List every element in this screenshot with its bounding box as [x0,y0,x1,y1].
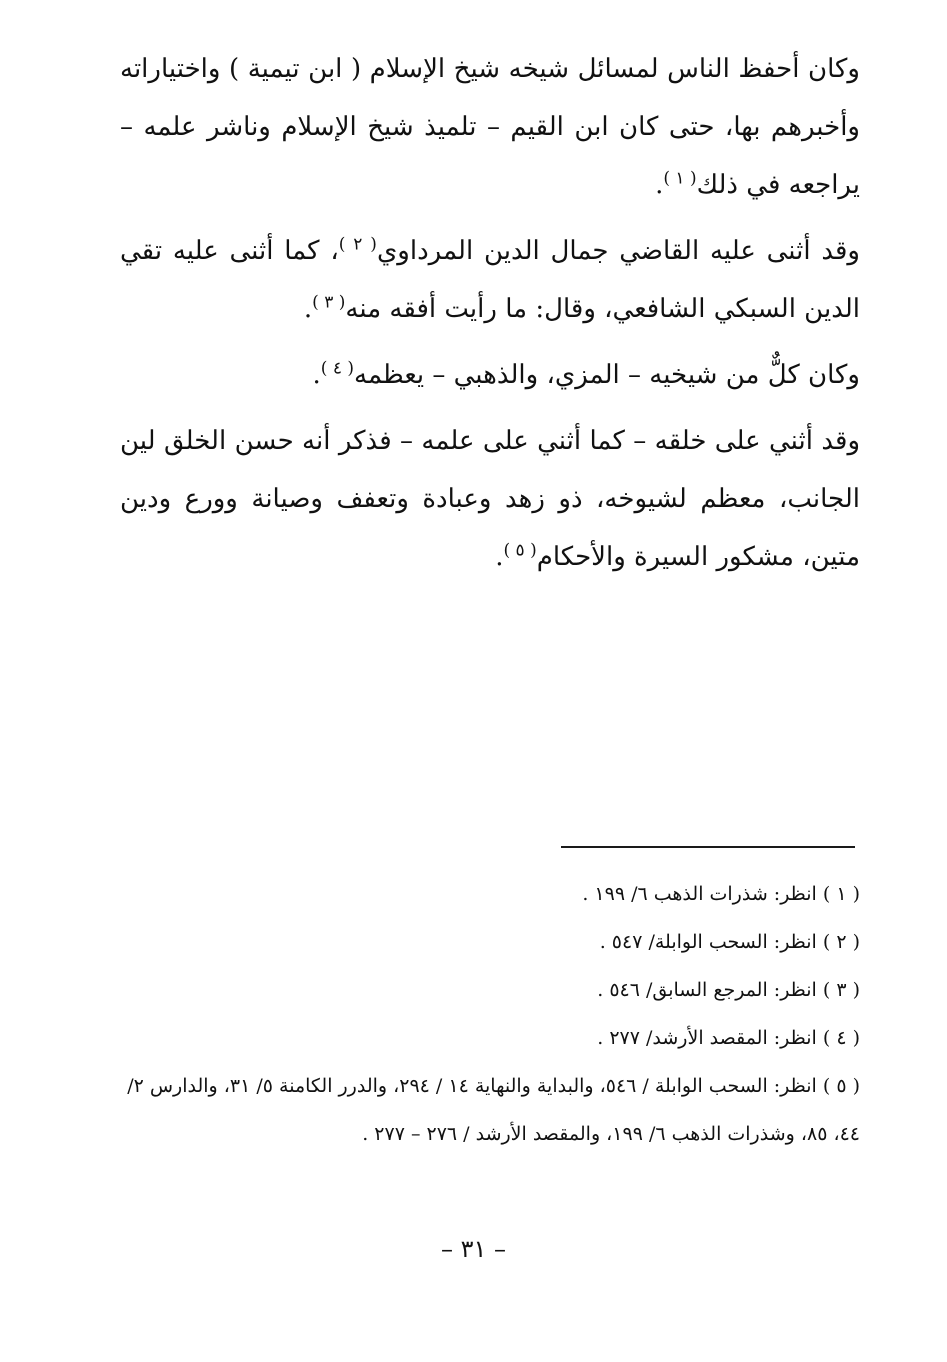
paragraph-end: . [303,294,313,324]
paragraph-text-middle: ، كما أثنى عليه تقي الدين السبكي الشافعي، وقال: ما رأيت أفقه منه [120,236,860,324]
footnote-1: ( ١ ) انظر: شذرات الذهب ٦/ ١٩٩ . [582,883,860,905]
footnote-marker-4: ( ٤ ) [320,358,355,379]
footnotes [120,870,860,1158]
footnote-marker-5: ( ٥ ) [503,540,537,561]
paragraph-3 [120,346,860,404]
footnote-marker-2: ( ٢ ) [338,234,377,255]
footnote-2: ( ٢ ) انظر: السحب الوابلة/ ٥٤٧ . [599,931,860,953]
paragraph-text: وقد أثنى عليه القاضي جمال الدين المرداوي [376,236,860,266]
paragraph-4 [120,412,860,586]
paragraph-end: . [655,170,664,200]
footnote-separator [561,846,855,848]
paragraph-1 [120,40,860,214]
footnote-marker-3: ( ٣ ) [312,292,346,313]
paragraph-2 [120,222,860,338]
footnote-4: ( ٤ ) انظر: المقصد الأرشد/ ٢٧٧ . [597,1027,860,1049]
paragraph-text: وكان أحفظ الناس لمسائل شيخه شيخ الإسلام ( ابن تيمية ) واختياراته وأخبرهم بها، حتى كان ابن القيم – تلميذ شيخ الإسلام وناشر علمه – يراجعه في ذلك [120,54,860,200]
paragraph-end: . [495,542,504,572]
main-text [120,40,860,586]
paragraph-end: . [312,360,321,390]
footnote-5: ( ٥ ) انظر: السحب الوابلة / ٥٤٦، والبداية والنهاية ١٤ / ٢٩٤، والدرر الكامنة ٥/ ٣١، والدارس ٢/ ٤٤، ٨٥، وشذرات الذهب ٦/ ١٩٩، والمقصد الأرشد / ٢٧٦ – ٢٧٧ . [127,1075,860,1145]
page-number: – ٣١ – [440,1235,507,1263]
paragraph-text: وقد أثني على خلقه – كما أثني على علمه – فذكر أنه حسن الخلق لين الجانب، معظم لشيوخه، ذو زهد وعبادة وتعفف وصيانة وورع ودين متين، مشكور السيرة والأحكام [120,426,860,572]
paragraph-text: وكان كلٌّ من شيخيه – المزي، والذهبي – يعظمه [354,360,860,390]
footnote-3: ( ٣ ) انظر: المرجع السابق/ ٥٤٦ . [597,979,860,1001]
footnote-marker-1: ( ١ ) [663,168,697,189]
